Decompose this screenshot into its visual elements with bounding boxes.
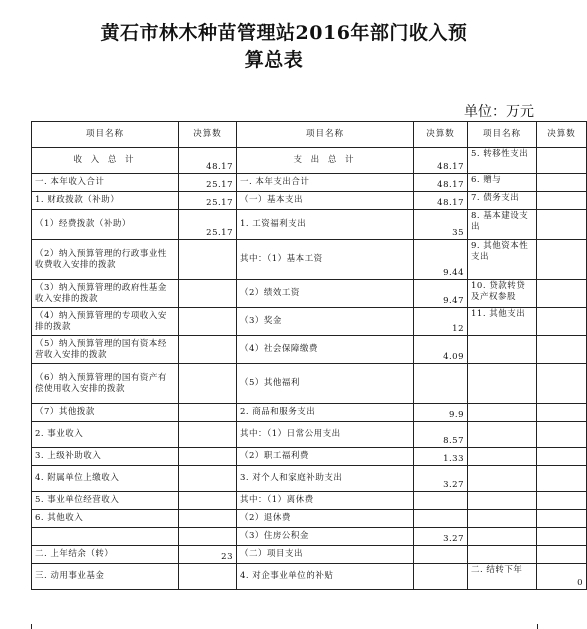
income-amount-cell: 25.17 [179, 174, 237, 192]
income-amount-cell: 48.17 [179, 148, 237, 174]
expense-item-cell: 3. 对个人和家庭补助支出 [237, 466, 414, 492]
expense-amount-cell [414, 364, 468, 404]
income-item-cell: 一. 本年收入合计 [32, 174, 179, 192]
other-amount-cell [537, 528, 587, 546]
expense-amount-cell: 12 [414, 308, 468, 336]
income-amount-cell: 23 [179, 546, 237, 564]
header-cell: 决算数 [414, 122, 468, 148]
expense-amount-cell: 9.44 [414, 240, 468, 280]
header-cell: 决算数 [179, 122, 237, 148]
income-amount-cell [179, 280, 237, 308]
table-row [32, 240, 587, 280]
other-item-cell: 11. 其他支出 [468, 308, 537, 336]
table-row [32, 308, 587, 336]
table-row [32, 404, 587, 422]
expense-item-cell: （4）社会保障缴费 [237, 336, 414, 364]
header-cell: 项目名称 [468, 122, 537, 148]
income-item-cell: （7）其他拨款 [32, 404, 179, 422]
expense-amount-cell: 8.57 [414, 422, 468, 448]
expense-item-cell: （5）其他福利 [237, 364, 414, 404]
expense-amount-cell [414, 546, 468, 564]
header-cell: 项目名称 [32, 122, 179, 148]
table-row [32, 280, 587, 308]
other-item-cell [468, 466, 537, 492]
other-item-cell: 5. 转移性支出 [468, 148, 537, 174]
expense-amount-cell: 3.27 [414, 466, 468, 492]
income-amount-cell [179, 564, 237, 590]
other-amount-cell [537, 192, 587, 210]
expense-item-cell: 4. 对企事业单位的补贴 [237, 564, 414, 590]
other-item-cell: 二. 结转下年 [468, 564, 537, 590]
income-amount-cell [179, 448, 237, 466]
expense-item-cell: （二）项目支出 [237, 546, 414, 564]
expense-item-cell: 支 出 总 计 [237, 148, 414, 174]
expense-amount-cell: 9.9 [414, 404, 468, 422]
other-amount-cell [537, 174, 587, 192]
other-amount-cell [537, 404, 587, 422]
income-item-cell [32, 528, 179, 546]
income-item-cell: 1. 财政拨款（补助） [32, 192, 179, 210]
other-item-cell: 6. 赠与 [468, 174, 537, 192]
income-amount-cell [179, 404, 237, 422]
expense-item-cell: 其中：（1）离休费 [237, 492, 414, 510]
other-amount-cell [537, 422, 587, 448]
expense-item-cell: 一. 本年支出合计 [237, 174, 414, 192]
other-item-cell [468, 510, 537, 528]
other-amount-cell [537, 308, 587, 336]
expense-amount-cell: 1.33 [414, 448, 468, 466]
unit-label: 单位：万元 [464, 104, 534, 120]
other-item-cell: 7. 债务支出 [468, 192, 537, 210]
expense-item-cell: （一）基本支出 [237, 192, 414, 210]
income-amount-cell [179, 510, 237, 528]
income-item-cell: 4. 附属单位上缴收入 [32, 466, 179, 492]
other-amount-cell [537, 466, 587, 492]
other-amount-cell [537, 148, 587, 174]
table-row [32, 466, 587, 492]
other-amount-cell [537, 280, 587, 308]
other-item-cell [468, 528, 537, 546]
table-row [32, 192, 587, 210]
other-item-cell [468, 492, 537, 510]
expense-amount-cell: 9.47 [414, 280, 468, 308]
income-item-cell: 2. 事业收入 [32, 422, 179, 448]
expense-amount-cell: 4.09 [414, 336, 468, 364]
table-row [32, 448, 587, 466]
expense-amount-cell [414, 510, 468, 528]
other-item-cell [468, 422, 537, 448]
table-header-row [32, 122, 587, 148]
expense-item-cell: 1. 工资福利支出 [237, 210, 414, 240]
expense-item-cell: （2）绩效工资 [237, 280, 414, 308]
table-row [32, 174, 587, 192]
other-item-cell [468, 404, 537, 422]
expense-amount-cell [414, 564, 468, 590]
other-amount-cell [537, 364, 587, 404]
income-amount-cell [179, 422, 237, 448]
other-item-cell [468, 546, 537, 564]
income-item-cell: 3. 上级补助收入 [32, 448, 179, 466]
table-row [32, 210, 587, 240]
table-continuation [31, 624, 538, 629]
header-cell: 决算数 [537, 122, 587, 148]
income-amount-cell: 25.17 [179, 192, 237, 210]
expense-amount-cell: 3.27 [414, 528, 468, 546]
income-amount-cell [179, 492, 237, 510]
expense-item-cell: （2）退休费 [237, 510, 414, 528]
other-item-cell [468, 448, 537, 466]
other-amount-cell [537, 546, 587, 564]
table-row [32, 510, 587, 528]
income-amount-cell [179, 336, 237, 364]
income-amount-cell [179, 364, 237, 404]
income-amount-cell: 25.17 [179, 210, 237, 240]
other-item-cell [468, 336, 537, 364]
table-row [32, 422, 587, 448]
income-amount-cell [179, 240, 237, 280]
expense-item-cell: 其中：（1）日常公用支出 [237, 422, 414, 448]
table-row [32, 364, 587, 404]
expense-item-cell: （2）职工福利费 [237, 448, 414, 466]
income-item-cell: 三. 动用事业基金 [32, 564, 179, 590]
table-row [32, 336, 587, 364]
table-row [32, 528, 587, 546]
header-cell: 项目名称 [237, 122, 414, 148]
income-item-cell: 6. 其他收入 [32, 510, 179, 528]
income-item-cell: （3）纳入预算管理的政府性基金收入安排的拨款 [32, 280, 179, 308]
title-line-2: 算总表 [244, 49, 304, 71]
expense-item-cell: （3）奖金 [237, 308, 414, 336]
income-item-cell: （4）纳入预算管理的专项收入安排的拨款 [32, 308, 179, 336]
expense-item-cell: 其中：（1）基本工资 [237, 240, 414, 280]
expense-item-cell: （3）住房公积金 [237, 528, 414, 546]
expense-amount-cell: 35 [414, 210, 468, 240]
income-item-cell: 收 入 总 计 [32, 148, 179, 174]
other-item-cell: 10. 贷款转贷及产权参股 [468, 280, 537, 308]
other-amount-cell [537, 448, 587, 466]
other-item-cell [468, 364, 537, 404]
other-amount-cell: 0 [537, 564, 587, 590]
expense-amount-cell: 48.17 [414, 192, 468, 210]
other-amount-cell [537, 510, 587, 528]
income-amount-cell [179, 466, 237, 492]
table-row [32, 564, 587, 590]
other-amount-cell [537, 240, 587, 280]
expense-amount-cell [414, 492, 468, 510]
other-amount-cell [537, 336, 587, 364]
expense-amount-cell: 48.17 [414, 148, 468, 174]
budget-table [31, 121, 587, 590]
table-row [32, 148, 587, 174]
expense-amount-cell: 48.17 [414, 174, 468, 192]
income-item-cell: （6）纳入预算管理的国有资产有偿使用收入安排的拨款 [32, 364, 179, 404]
other-amount-cell [537, 210, 587, 240]
table-row [32, 492, 587, 510]
title-line-1: 黄石市林木种苗管理站2016年部门收入预 [100, 22, 468, 44]
income-amount-cell [179, 528, 237, 546]
income-item-cell: （1）经费拨款（补助） [32, 210, 179, 240]
other-item-cell: 8. 基本建设支出 [468, 210, 537, 240]
income-amount-cell [179, 308, 237, 336]
income-item-cell: （5）纳入预算管理的国有资本经营收入安排的拨款 [32, 336, 179, 364]
income-item-cell: 二. 上年结余（转） [32, 546, 179, 564]
other-amount-cell [537, 492, 587, 510]
page-title [0, 20, 568, 74]
expense-item-cell: 2. 商品和服务支出 [237, 404, 414, 422]
other-item-cell: 9. 其他资本性支出 [468, 240, 537, 280]
income-item-cell: 5. 事业单位经营收入 [32, 492, 179, 510]
table-row [32, 546, 587, 564]
income-item-cell: （2）纳入预算管理的行政事业性收费收入安排的拨款 [32, 240, 179, 280]
